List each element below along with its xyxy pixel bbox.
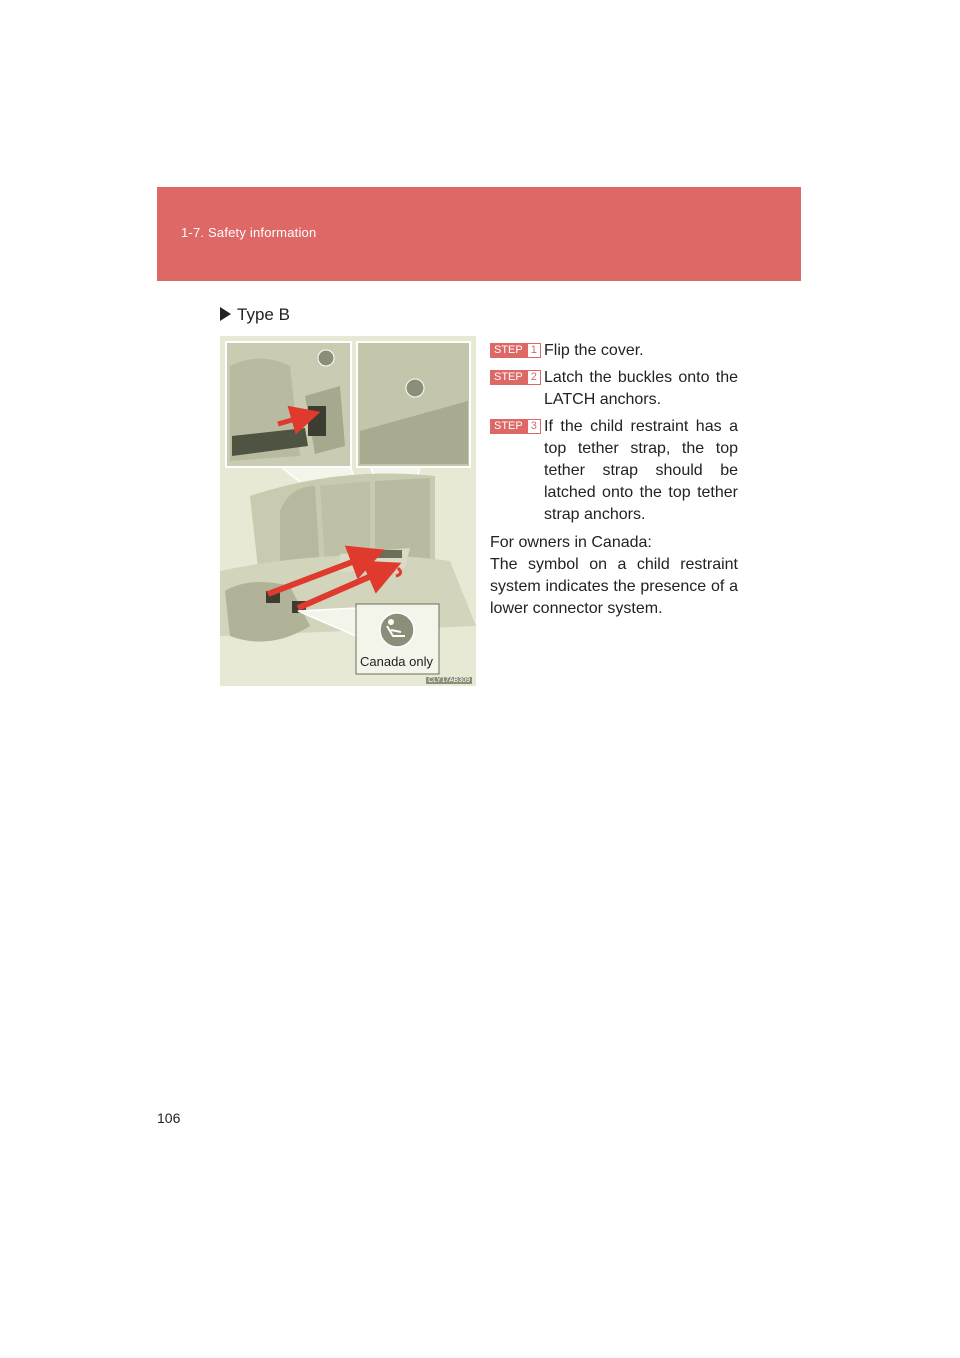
figure-code: CLY17AB309 <box>428 677 470 684</box>
step-item <box>490 367 738 411</box>
step-item <box>490 416 738 526</box>
canada-only-label: Canada only <box>360 654 433 669</box>
section-title: 1-7. Safety information <box>181 225 317 240</box>
step-badge: STEP 3 <box>490 419 541 434</box>
step-badge: STEP 1 <box>490 343 541 358</box>
step-badge: STEP 2 <box>490 370 541 385</box>
step-text: Flip the cover. <box>544 342 644 359</box>
step-text: If the child restraint has a top tether strap, the top tether strap should be latched onto the top tether strap anchors. <box>544 418 738 523</box>
latch-symbol-icon-right <box>406 379 424 397</box>
triangle-bullet-icon <box>220 307 231 321</box>
page-number: 106 <box>157 1110 181 1126</box>
type-heading <box>220 305 290 325</box>
step-text: Latch the buckles onto the LATCH anchors. <box>544 369 738 408</box>
step-list <box>490 340 738 531</box>
latch-symbol-icon-left <box>318 350 334 366</box>
child-seat-symbol-icon <box>380 613 414 647</box>
note-heading: For owners in Canada: <box>490 534 652 551</box>
note-body: The symbol on a child restraint system indicates the presence of a lower connector system. <box>490 556 738 617</box>
step-item <box>490 340 738 362</box>
canada-note <box>490 532 738 620</box>
type-heading-text: Type B <box>237 305 290 324</box>
section-header-band <box>157 187 801 281</box>
illustration-svg <box>220 336 476 686</box>
latch-anchor-illustration <box>220 336 476 686</box>
